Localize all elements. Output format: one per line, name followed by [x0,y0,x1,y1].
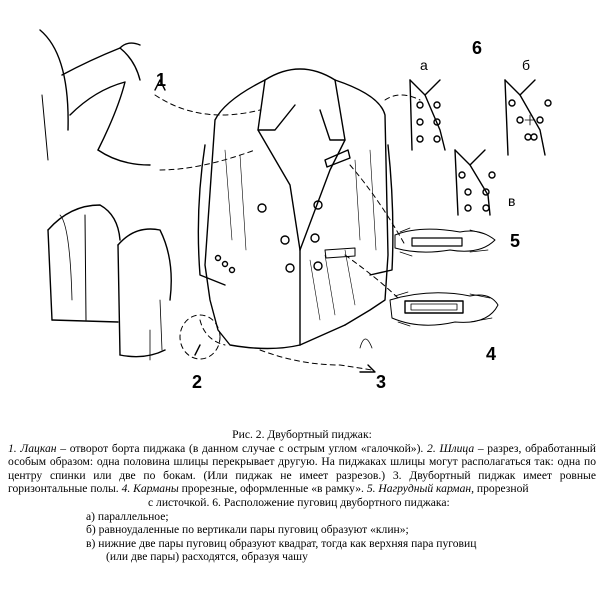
main-jacket-drawing [198,69,393,349]
label-6: 6 [472,38,483,58]
label-3: 3 [376,372,387,392]
lapel-detail-sketch [40,30,150,165]
list-item-text: в) нижние две пары пуговиц образуют квадрат, тогда как верхняя пара пуговиц [86,536,477,550]
button-arrangement-list [8,510,596,564]
chest-pocket-detail [395,228,495,256]
caption-title: Рис. 2. Двубортный пиджак: [232,428,372,441]
item2-term: Шлица [439,441,475,455]
item2-text: – разрез, обработанный особым образом: одна половина шлицы перекрывает другую. На пиджаках шлицы могут располагаться так: одна по центру спинки или две по бокам. (Или пиджак не имеет разрезов.) 3. Двубортный пиджак имеет ровные горизонтальные полы. [8,441,597,496]
button-layout-b [505,80,551,155]
label-2: 2 [192,372,203,392]
caption-body [8,442,596,496]
item1-text: – отворот борта пиджака (в данном случае с острым углом «галочкой»). [56,441,424,455]
list-item [86,537,596,564]
item4-text: прорезные, оформленные «в рамку». [178,482,367,496]
list-item: а) параллельное; [86,509,169,523]
caption-continuation: с листочкой. 6. Расположение пуговиц двубортного пиджака: [148,495,450,509]
list-item-continuation: (или две пары) расходятся, образуя чашу [106,550,308,564]
label-5: 5 [510,231,521,251]
item5-text: прорезной [474,482,529,496]
label-v: в [508,193,516,209]
button-layout-a [410,80,445,150]
item5-term: 5. Нагрудный карман, [366,482,475,496]
jacket-back-sketch [48,205,120,322]
list-item: б) равноудаленные по вертикали пары пуговиц образуют «клин»; [86,523,409,537]
button-layout-c [455,150,495,215]
label-a: а [420,57,428,73]
item1-term: Лацкан [20,441,57,455]
label-b: б [522,57,531,73]
leader-lines [155,95,420,370]
label-1: 1 [156,70,167,90]
hip-pocket-detail [390,292,498,326]
label-4: 4 [486,344,497,364]
item1-number: 1. [8,441,17,455]
item2-number: 2. [427,441,436,455]
item4-term: 4. Карманы [121,482,179,496]
figure-caption [8,428,596,564]
jacket-side-sketch [118,229,171,360]
